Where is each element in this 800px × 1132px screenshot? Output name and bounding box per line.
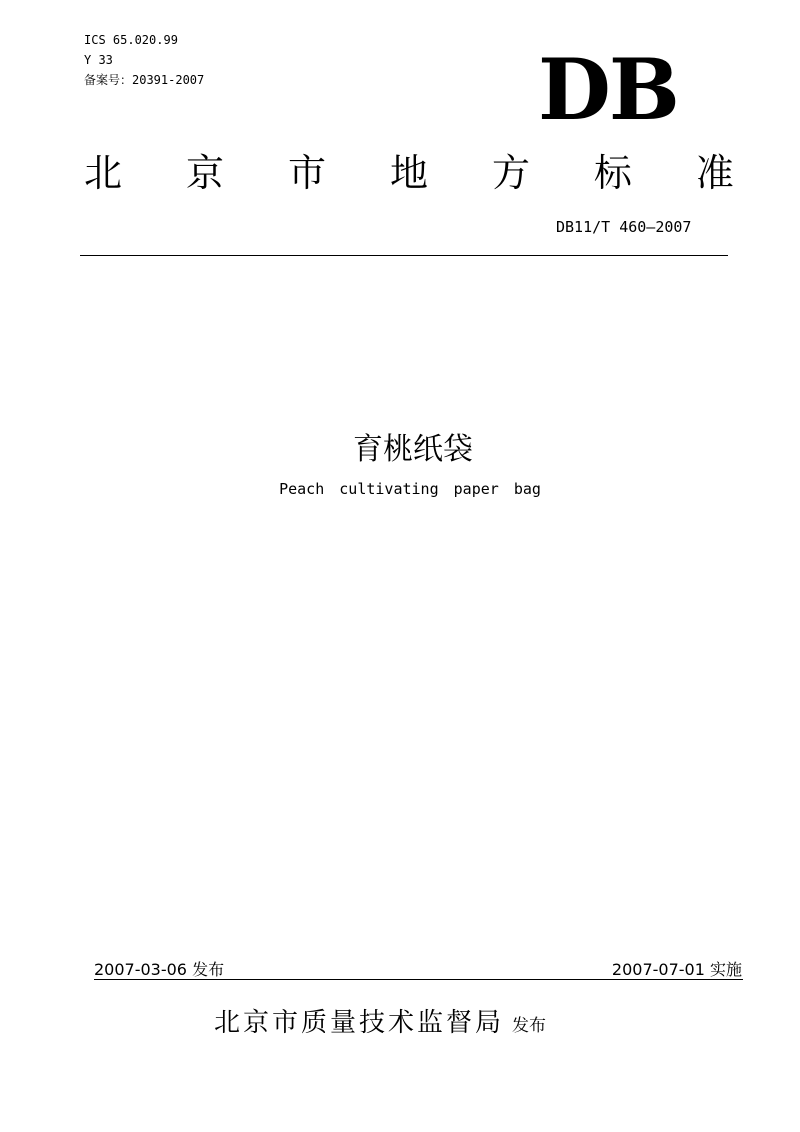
- title-char: 方: [491, 150, 530, 195]
- title-char: 市: [287, 150, 326, 195]
- classification-code: Y 33: [84, 53, 113, 67]
- issuer-line: [214, 1002, 546, 1039]
- standard-number: DB11/T 460—2007: [556, 218, 692, 236]
- document-title-en: Peach cultivating paper bag: [279, 480, 541, 498]
- standard-type-title: [84, 144, 734, 194]
- ics-code: ICS 65.020.99: [84, 33, 178, 47]
- title-char: 地: [389, 150, 428, 195]
- issuer-suffix: 发布: [512, 1016, 547, 1036]
- issuer-name: 北京市质量技术监督局: [214, 1008, 505, 1038]
- top-divider: [80, 255, 728, 256]
- bottom-divider: [94, 979, 743, 980]
- record-number: 备案号：20391-2007: [84, 73, 205, 87]
- title-char: 北: [84, 150, 123, 195]
- issue-date: 2007-03-06 发布: [94, 960, 225, 979]
- document-title-cn: 育桃纸袋: [353, 432, 473, 467]
- title-char: 准: [695, 150, 734, 195]
- title-char: 标: [593, 150, 632, 195]
- title-char: 京: [185, 150, 224, 195]
- db-logo: DB: [538, 40, 678, 139]
- header-metadata: [84, 30, 204, 90]
- implementation-date: 2007-07-01 实施: [611, 960, 742, 979]
